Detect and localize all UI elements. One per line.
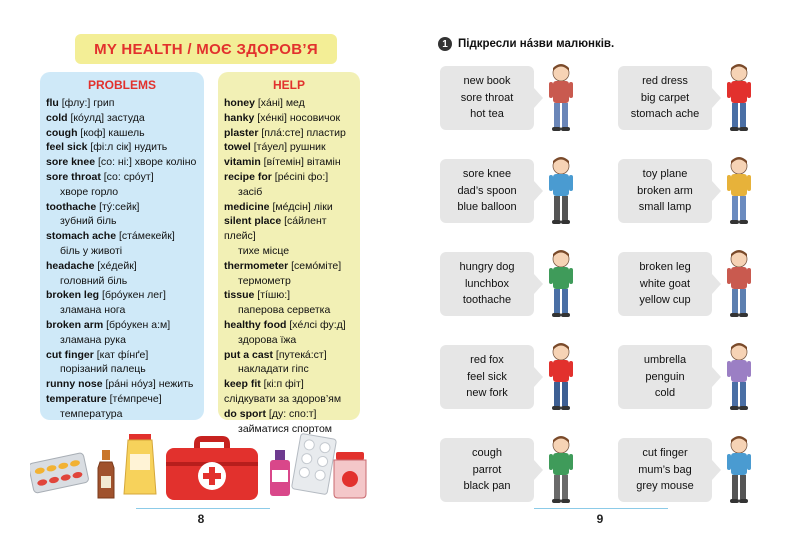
task-instruction: [438, 37, 614, 51]
word-options-box: [440, 345, 534, 409]
exercise-item: [440, 159, 606, 223]
problems-transcription: [хéдейк]: [94, 259, 137, 272]
exercise-item: [440, 252, 606, 316]
problems-translation: хворе горло: [60, 185, 119, 198]
page-number-left: 8: [197, 512, 205, 526]
word-option[interactable]: black pan: [463, 480, 511, 493]
word-option[interactable]: parrot: [472, 463, 502, 476]
problems-word: cough: [46, 126, 78, 139]
medicine-bottle-icon: [270, 450, 290, 496]
help-word: vitamin: [224, 156, 261, 169]
problems-translation: зламана нога: [60, 304, 126, 317]
exercise-item: [618, 438, 784, 502]
word-option[interactable]: cold: [654, 387, 676, 400]
problems-entry: [46, 259, 198, 289]
problems-word: runny nose: [46, 378, 103, 391]
help-translation: паперова серветка: [238, 304, 331, 317]
help-entry: [224, 377, 354, 407]
word-option[interactable]: grey mouse: [636, 480, 694, 493]
problems-list: [46, 96, 198, 422]
child-figure-icon: [544, 248, 578, 320]
word-option[interactable]: broken arm: [637, 184, 693, 197]
word-option[interactable]: red dress: [642, 75, 688, 88]
child-figure-icon: [722, 341, 756, 413]
problems-transcription: [кóулд]: [67, 111, 105, 124]
problems-panel: [40, 72, 204, 420]
problems-translation: хворе коліно: [134, 156, 197, 169]
problems-transcription: [кат фíнґе]: [93, 348, 149, 361]
word-options-box: [440, 159, 534, 223]
help-entry: [224, 155, 354, 170]
problems-translation: зламана рука: [60, 333, 126, 346]
help-entry: [224, 200, 354, 215]
help-transcription: [рéсіпі фо:]: [271, 170, 329, 183]
help-entry: [224, 288, 354, 318]
problems-translation: зубний біль: [60, 215, 117, 228]
word-option[interactable]: broken leg: [639, 261, 691, 274]
problems-word: sore knee: [46, 156, 96, 169]
exercise-item: [440, 66, 606, 130]
help-translation: засіб: [238, 185, 263, 198]
tablet-blister-icon: [291, 433, 336, 494]
word-option[interactable]: toothache: [462, 294, 512, 307]
problems-word: toothache: [46, 200, 97, 213]
word-option[interactable]: mum’s bag: [638, 463, 692, 476]
word-option[interactable]: new fork: [466, 387, 508, 400]
help-transcription: [тíшю:]: [254, 289, 291, 302]
problems-entry: [46, 155, 198, 170]
problems-transcription: [со: срóут]: [100, 170, 154, 183]
help-translation: займатися спортом: [238, 422, 333, 435]
help-word: recipe for: [224, 170, 272, 183]
problems-word: feel sick: [46, 141, 88, 154]
word-option[interactable]: cough: [472, 447, 502, 460]
word-option[interactable]: dad’s spoon: [457, 184, 517, 197]
problems-entry: [46, 288, 198, 318]
help-word: do sport: [224, 407, 266, 420]
problems-word: stomach ache: [46, 230, 117, 243]
help-entry: [224, 214, 354, 258]
child-figure-icon: [544, 62, 578, 134]
help-translation: ліки: [313, 200, 333, 213]
help-transcription: [вíтемін]: [260, 156, 304, 169]
word-options-box: [440, 438, 534, 502]
problems-transcription: [коф]: [77, 126, 106, 139]
pointer-arrow: [534, 274, 543, 294]
word-option[interactable]: feel sick: [467, 370, 507, 383]
footer-line: [534, 508, 668, 509]
word-option[interactable]: sore knee: [462, 168, 512, 181]
medicine-items: [30, 432, 370, 502]
problems-translation: головний біль: [60, 274, 128, 287]
help-transcription: [хéнкі]: [254, 111, 287, 124]
help-entry: [224, 170, 354, 200]
help-word: thermometer: [224, 259, 289, 272]
problems-transcription: [брóукен лег]: [99, 289, 166, 302]
word-option[interactable]: cut finger: [642, 447, 688, 460]
child-figure-icon: [544, 434, 578, 506]
help-word: hanky: [224, 111, 255, 124]
problems-entry: [46, 126, 198, 141]
pointer-arrow: [534, 88, 543, 108]
problems-word: headache: [46, 259, 95, 272]
word-option[interactable]: hungry dog: [459, 261, 515, 274]
help-word: keep fit: [224, 378, 261, 391]
help-transcription: [семóміте]: [288, 259, 342, 272]
syrup-bottle-icon: [98, 450, 114, 498]
child-figure-icon: [544, 341, 578, 413]
problems-entry: [46, 140, 198, 155]
exercise-item: [618, 252, 784, 316]
problems-heading: PROBLEMS: [87, 78, 156, 92]
help-translation: пластир: [306, 126, 346, 139]
word-option[interactable]: umbrella: [643, 354, 687, 367]
problems-entry: [46, 229, 198, 259]
pointer-arrow: [534, 367, 543, 387]
pointer-arrow: [712, 367, 721, 387]
problems-transcription: [тý:сейк]: [96, 200, 140, 213]
problems-entry: [46, 96, 198, 111]
task-number-badge: 1: [438, 37, 452, 51]
problems-word: broken leg: [46, 289, 100, 302]
exercise-item: [618, 159, 784, 223]
help-entry: [224, 259, 354, 289]
help-translation: мед: [285, 97, 305, 109]
problems-word: cold: [46, 111, 68, 124]
help-word: medicine: [224, 200, 270, 213]
problems-translation: кашель: [108, 126, 145, 139]
task-text: Підкресли нáзви малюнків.: [458, 38, 615, 50]
help-transcription: [мéдсін]: [269, 200, 311, 213]
problems-entry: [46, 318, 198, 348]
word-option[interactable]: blue balloon: [457, 201, 517, 214]
word-options-box: [440, 252, 534, 316]
problems-translation: грип: [93, 97, 115, 109]
help-translation: слідкувати за здоров’ям: [224, 392, 342, 405]
word-option[interactable]: small lamp: [638, 201, 692, 214]
footer-line: [136, 508, 270, 509]
first-aid-kit-icon: [166, 436, 258, 500]
help-word: healthy food: [224, 318, 287, 331]
help-entry: [224, 126, 354, 141]
page-title: MY HEALTH / МОЄ ЗДОРОВ’Я: [75, 34, 337, 64]
help-transcription: [хéлсі фу:д]: [286, 318, 346, 331]
pointer-arrow: [712, 88, 721, 108]
help-transcription: [тáуел]: [250, 141, 287, 154]
help-translation: термометр: [238, 274, 291, 287]
pointer-arrow: [534, 460, 543, 480]
help-translation: здорова їжа: [238, 333, 297, 346]
word-option[interactable]: big carpet: [640, 91, 690, 104]
help-translation: рушник: [289, 141, 326, 154]
help-list: [224, 96, 354, 436]
problems-entry: [46, 200, 198, 230]
problems-transcription: [брóукен а:м]: [103, 318, 171, 331]
word-options-box: [618, 438, 712, 502]
help-word: towel: [224, 141, 251, 154]
jam-jar-icon: [334, 452, 366, 498]
exercise-item: [618, 66, 784, 130]
help-transcription: [кі:п фіт]: [260, 378, 304, 391]
problems-transcription: [тéмпрече]: [106, 392, 162, 405]
help-entry: [224, 111, 354, 126]
word-option[interactable]: sore throat: [460, 91, 514, 104]
word-option[interactable]: new book: [463, 75, 511, 88]
help-entry: [224, 348, 354, 378]
problems-entry: [46, 348, 198, 378]
help-translation: тихе місце: [238, 244, 290, 257]
problems-translation: біль у животі: [60, 244, 123, 257]
help-word: honey: [224, 97, 255, 109]
help-translation: накладати гіпс: [238, 363, 309, 376]
child-figure-icon: [722, 248, 756, 320]
child-figure-icon: [722, 155, 756, 227]
help-entry: [224, 140, 354, 155]
word-options-box: [618, 252, 712, 316]
word-option[interactable]: yellow cup: [639, 294, 691, 307]
word-option[interactable]: toy plane: [642, 168, 688, 181]
problems-translation: нежить: [158, 378, 194, 391]
word-options-box: [440, 66, 534, 130]
word-options-box: [618, 345, 712, 409]
child-figure-icon: [722, 434, 756, 506]
help-transcription: [путекá:ст]: [273, 348, 327, 361]
word-option[interactable]: hot tea: [470, 108, 504, 121]
problems-word: flu: [46, 97, 59, 109]
pointer-arrow: [712, 460, 721, 480]
problems-translation: порізаний палець: [60, 363, 146, 376]
pointer-arrow: [712, 274, 721, 294]
problems-transcription: [рáні нóуз]: [102, 378, 156, 391]
pointer-arrow: [534, 181, 543, 201]
word-option[interactable]: penguin: [645, 370, 685, 383]
problems-translation: нудить: [134, 141, 168, 154]
right-page: [400, 0, 800, 541]
child-figure-icon: [544, 155, 578, 227]
exercise-item: [440, 345, 606, 409]
problems-entry: [46, 392, 198, 422]
help-transcription: [сáйлент плейс]: [224, 215, 327, 243]
word-options-box: [618, 159, 712, 223]
problems-translation: температура: [60, 407, 123, 420]
problems-word: sore throat: [46, 170, 101, 183]
help-heading: HELP: [272, 78, 305, 92]
help-transcription: [хáні]: [254, 97, 283, 109]
problems-word: broken arm: [46, 318, 104, 331]
child-figure-icon: [722, 62, 756, 134]
problems-transcription: [фі:л сік]: [87, 141, 132, 154]
exercise-item: [618, 345, 784, 409]
word-option[interactable]: white goat: [639, 277, 691, 290]
help-entry: [224, 96, 354, 111]
word-option[interactable]: red fox: [470, 354, 504, 367]
help-translation: носовичок: [289, 111, 341, 124]
problems-entry: [46, 377, 198, 392]
help-word: plaster: [224, 126, 259, 139]
help-panel: [218, 72, 360, 435]
problems-transcription: [со: ні:]: [95, 156, 132, 169]
problems-word: cut finger: [46, 348, 94, 361]
help-word: put a cast: [224, 348, 274, 361]
problems-entry: [46, 111, 198, 126]
problems-transcription: [флу:]: [58, 97, 91, 109]
problems-transcription: [стáмекейк]: [116, 230, 175, 243]
exercise-item: [440, 438, 606, 502]
word-options-box: [618, 66, 712, 130]
help-entry: [224, 318, 354, 348]
pill-blister-icon: [30, 452, 89, 493]
word-option[interactable]: lunchbox: [464, 277, 510, 290]
problems-translation: застуда: [106, 111, 145, 124]
page-number-right: 9: [596, 512, 604, 526]
cream-tube-icon: [124, 434, 156, 494]
help-transcription: [ду: спо:т]: [266, 407, 317, 420]
problems-entry: [46, 170, 198, 200]
word-option[interactable]: stomach ache: [630, 108, 700, 121]
help-translation: вітамін: [306, 156, 341, 169]
help-transcription: [плá:сте]: [258, 126, 304, 139]
problems-word: temperature: [46, 392, 107, 405]
help-word: silent place: [224, 215, 282, 228]
help-word: tissue: [224, 289, 255, 302]
pointer-arrow: [712, 181, 721, 201]
